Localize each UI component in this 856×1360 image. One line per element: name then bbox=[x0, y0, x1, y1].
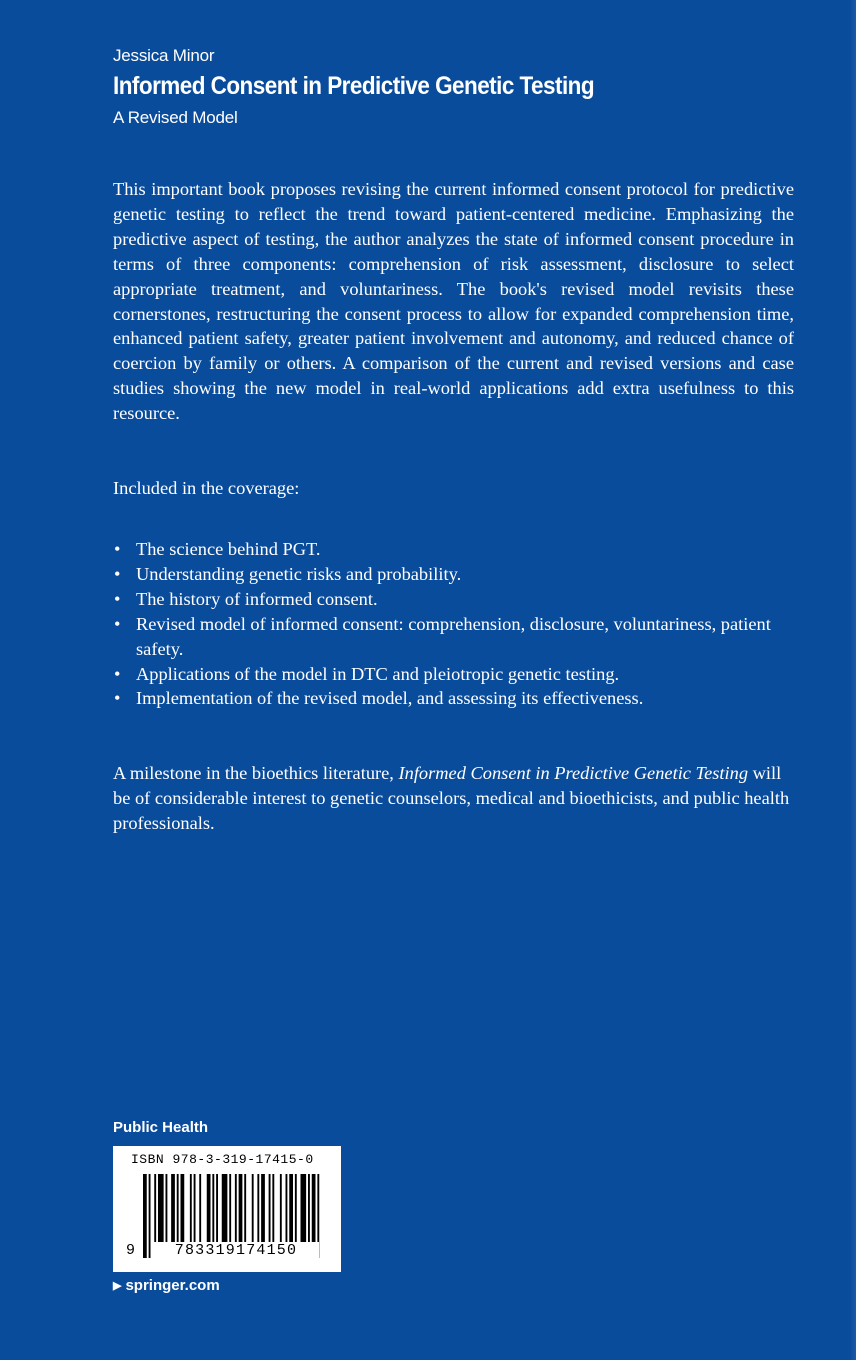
barcode-bar bbox=[312, 1174, 316, 1244]
barcode-bar bbox=[308, 1174, 310, 1244]
barcode-bar bbox=[261, 1174, 265, 1244]
triangle-right-icon: ▶ bbox=[113, 1280, 122, 1292]
closing-text-end: will be of considerable interest to genetic counselors, medical and bioethicists, and public health professionals. bbox=[113, 763, 790, 833]
closing-paragraph bbox=[113, 761, 794, 836]
barcode-bar bbox=[301, 1174, 307, 1244]
barcode-bar bbox=[171, 1174, 175, 1244]
publisher-link[interactable] bbox=[113, 1277, 220, 1294]
barcode-bar bbox=[199, 1174, 201, 1244]
coverage-item-text: Applications of the model in DTC and pleiotropic genetic testing. bbox=[136, 663, 620, 684]
coverage-item-text: Implementation of the revised model, and assessing its effectiveness. bbox=[136, 688, 644, 709]
barcode-bar bbox=[143, 1174, 147, 1258]
bullet-icon: • bbox=[114, 613, 121, 634]
isbn-label: ISBN 978-3-319-17415-0 bbox=[131, 1152, 314, 1167]
coverage-item bbox=[113, 662, 794, 687]
subject-category: Public Health bbox=[113, 1119, 209, 1136]
coverage-item bbox=[113, 537, 794, 562]
barcode-bar bbox=[216, 1174, 218, 1244]
bullet-icon: • bbox=[114, 539, 121, 559]
coverage-item bbox=[113, 686, 794, 711]
barcode-bar bbox=[269, 1174, 271, 1244]
author-name: Jessica Minor bbox=[113, 46, 215, 65]
barcode-digits: 783319174150 bbox=[153, 1242, 319, 1259]
barcode-bar bbox=[295, 1174, 297, 1244]
coverage-intro: Included in the coverage: bbox=[113, 478, 300, 498]
coverage-item-text: Revised model of informed consent: comprehension, disclosure, voluntariness, patient safety. bbox=[136, 613, 771, 659]
bullet-icon: • bbox=[114, 588, 121, 609]
coverage-item bbox=[113, 612, 794, 662]
barcode-bar bbox=[212, 1174, 214, 1244]
coverage-item bbox=[113, 562, 794, 587]
bullet-icon: • bbox=[114, 688, 121, 709]
barcode-bar bbox=[222, 1174, 228, 1244]
book-description: This important book proposes revising the current informed consent protocol for predictive genetic testing to reflect the trend toward patient-centered medicine. Emphasizing the predictive aspect of testing, the author analyzes the state of informed consent procedure in terms of three components: comprehension of risk assessment, disclosure to select appropriate treatment, and voluntariness. The book's revised model revisits these cornerstones, restructuring the consent process to allow for expanded comprehension time, enhanced patient safety, greater patient involvement and autonomy, and reduced chance of coercion by family or others. A comparison of the current and revised versions and case studies showing the new model in real-world applications add extra usefulness to this resource. bbox=[113, 179, 794, 424]
barcode-bar bbox=[272, 1174, 274, 1244]
coverage-item-text: The history of informed consent. bbox=[136, 588, 378, 609]
barcode-bar bbox=[257, 1174, 259, 1244]
barcode-bar bbox=[207, 1174, 211, 1244]
barcode-bar bbox=[181, 1174, 185, 1244]
barcode-bar bbox=[244, 1174, 246, 1244]
bullet-icon: • bbox=[114, 563, 121, 584]
barcode-bar bbox=[239, 1174, 243, 1244]
book-title: Informed Consent in Predictive Genetic Testing bbox=[113, 72, 595, 100]
closing-book-title: Informed Consent in Predictive Genetic Testing bbox=[398, 763, 749, 783]
barcode-bar bbox=[229, 1174, 231, 1244]
coverage-item-text: Understanding genetic risks and probability. bbox=[136, 563, 462, 584]
barcode-bar bbox=[149, 1174, 151, 1258]
barcode-bar bbox=[154, 1174, 156, 1244]
barcode-bar bbox=[280, 1174, 282, 1244]
barcode-bar bbox=[252, 1174, 254, 1244]
coverage-list bbox=[113, 537, 794, 711]
bullet-icon: • bbox=[114, 663, 121, 684]
coverage-item bbox=[113, 587, 794, 612]
publisher-url: springer.com bbox=[125, 1277, 220, 1294]
barcode-first-digit: 9 bbox=[126, 1242, 136, 1259]
barcode-bar bbox=[158, 1174, 164, 1244]
coverage-item-text: The science behind PGT. bbox=[136, 539, 321, 559]
cover-edge bbox=[850, 0, 856, 1360]
barcode-bar bbox=[166, 1174, 168, 1244]
closing-text-start: A milestone in the bioethics literature, bbox=[113, 763, 399, 783]
isbn-barcode bbox=[113, 1146, 341, 1272]
barcode-bar bbox=[194, 1174, 196, 1244]
barcode-bar bbox=[190, 1174, 192, 1244]
barcode-bar bbox=[286, 1174, 288, 1244]
barcode-bar bbox=[177, 1174, 179, 1244]
book-subtitle: A Revised Model bbox=[113, 108, 238, 127]
barcode-bar bbox=[289, 1174, 293, 1244]
